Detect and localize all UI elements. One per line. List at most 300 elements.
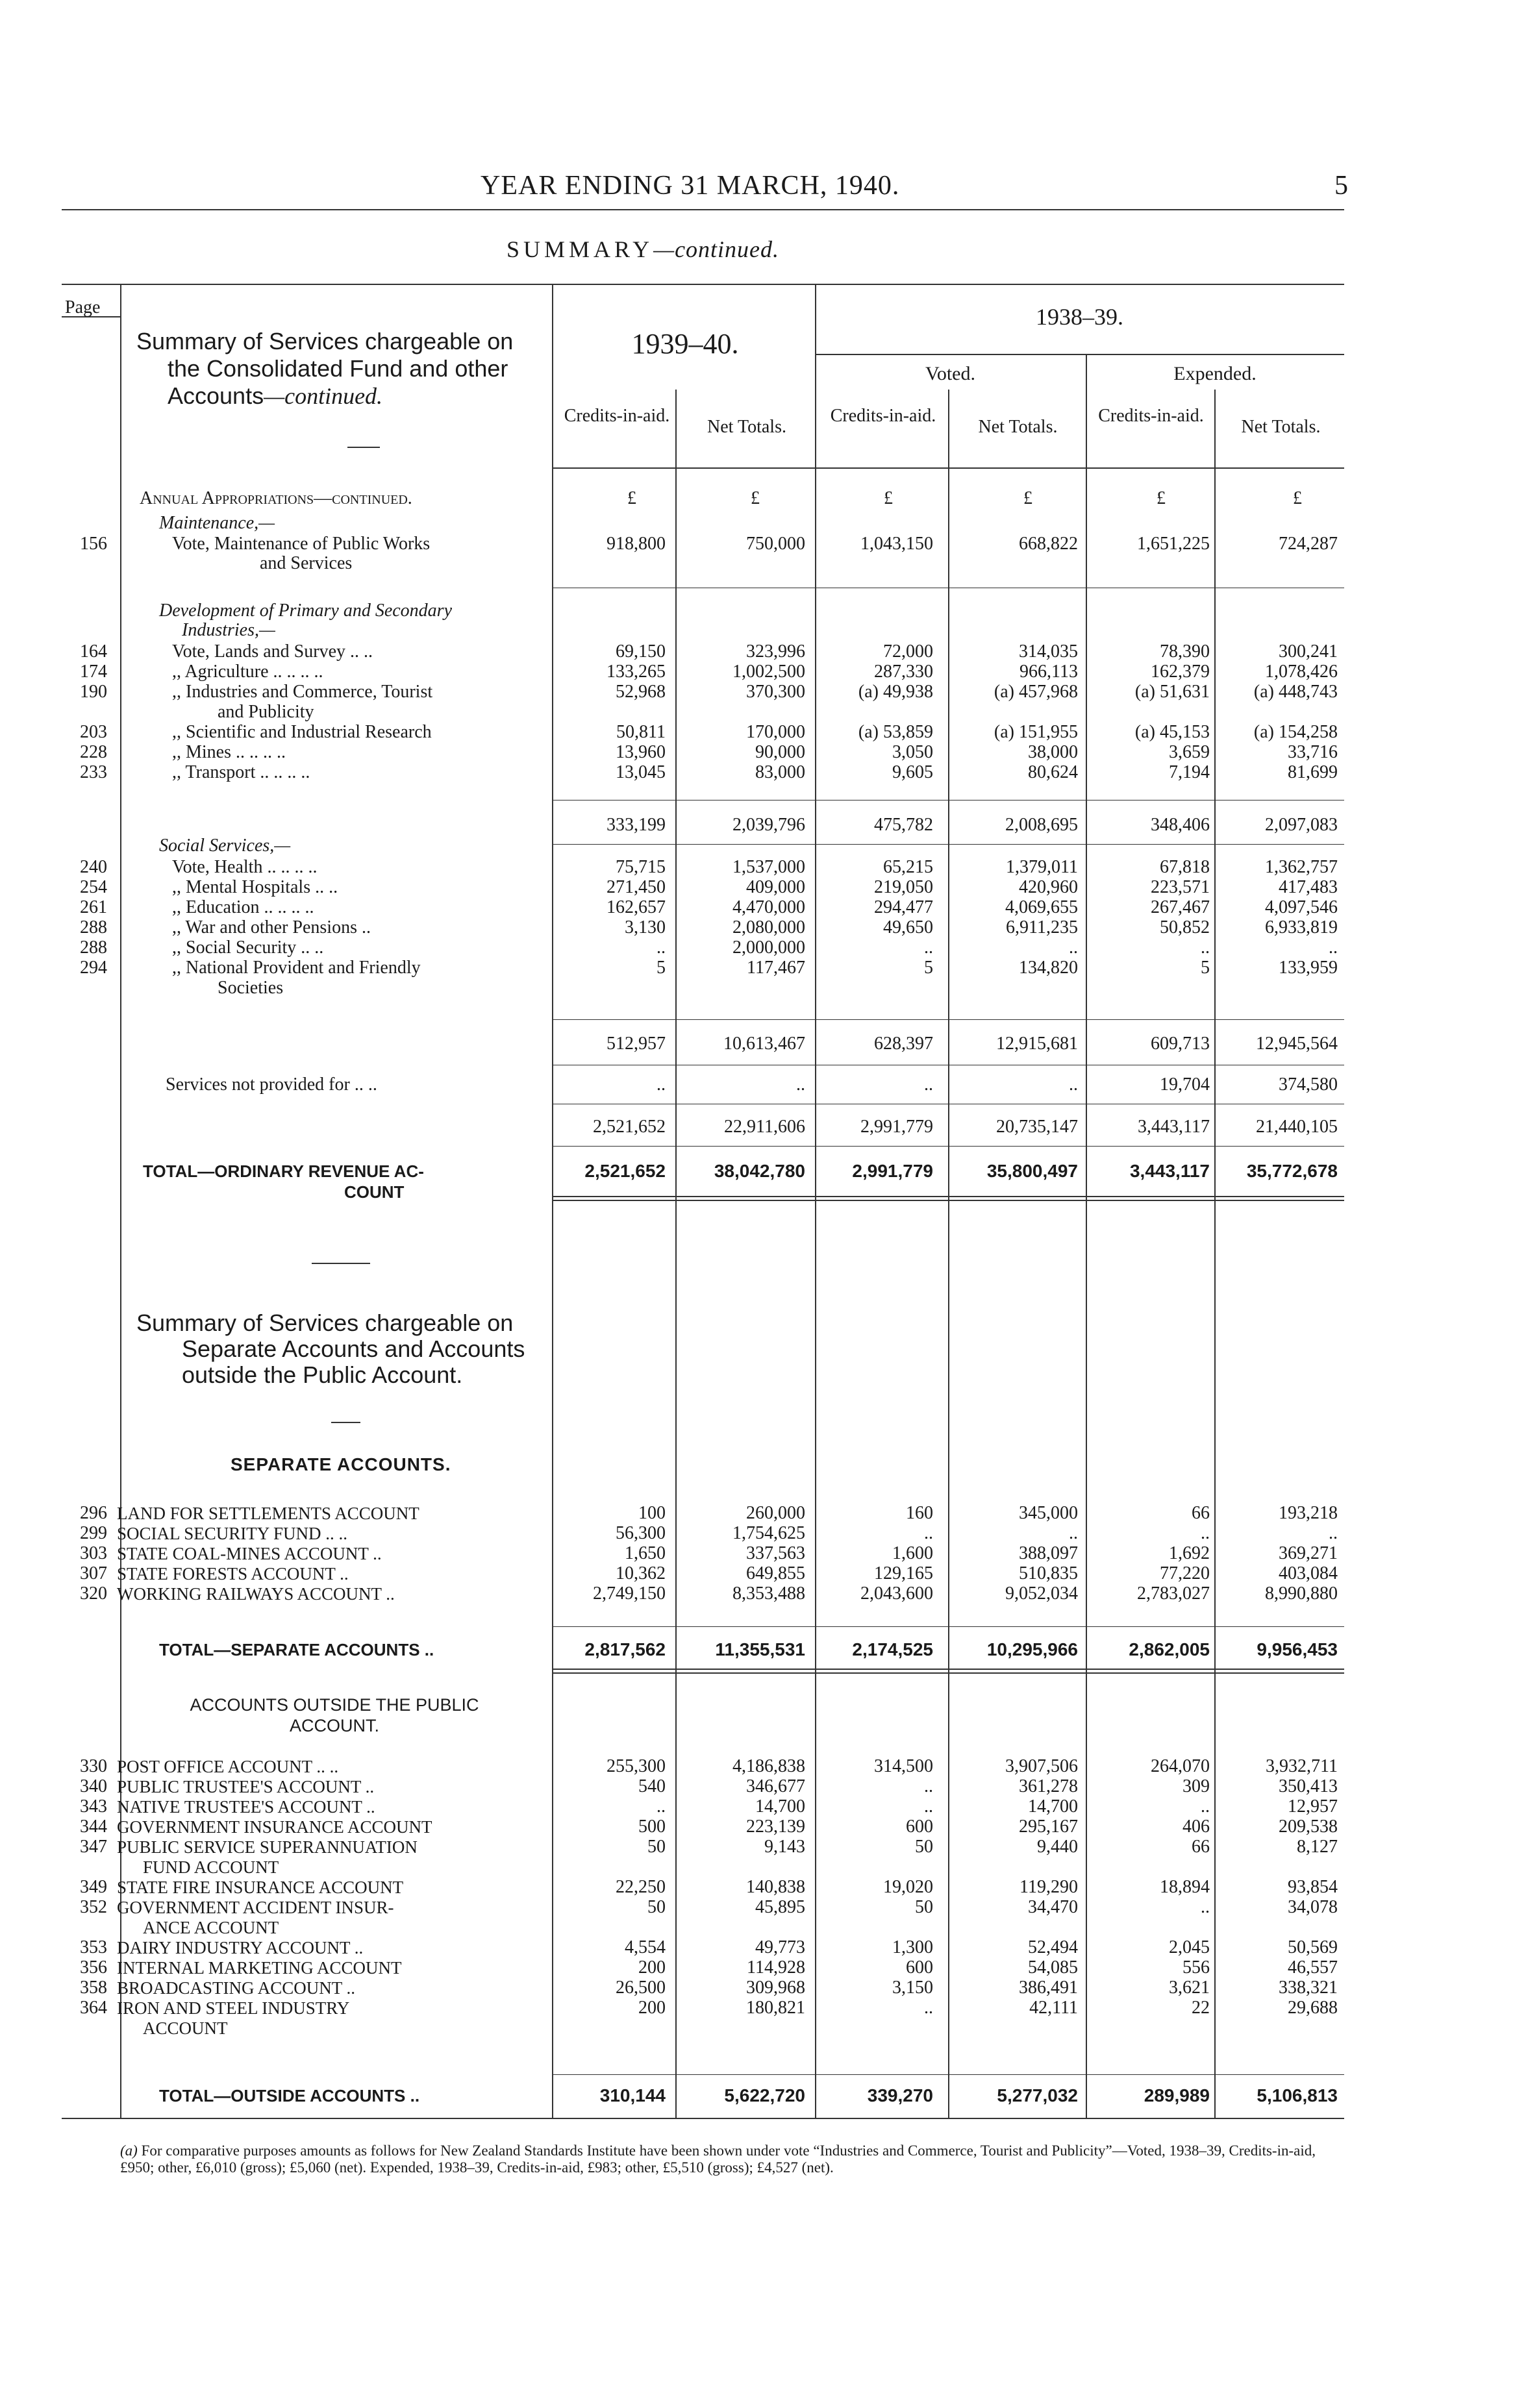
separate-dash [331,1422,360,1423]
cell-c6: 2,097,083 [1265,815,1338,835]
social-subtotal-rule [552,1019,1344,1020]
cell-c5: 2,045 [1169,1937,1210,1957]
row-label: Societies [218,978,284,998]
cell-c1: .. [657,937,666,958]
row-label: STATE COAL-MINES ACCOUNT .. [117,1544,382,1563]
cell-c6: 403,084 [1279,1563,1338,1583]
development-heading-row2 [0,620,1526,641]
cell-c5: .. [1201,1523,1210,1543]
cell-c5: 267,467 [1151,897,1210,917]
cell-c6: 350,413 [1279,1776,1338,1796]
cell-c5: .. [1201,1897,1210,1917]
cell-c6: 35,772,678 [1246,1161,1338,1181]
cell-c6: 34,078 [1288,1897,1338,1917]
row-label: Vote, Maintenance of Public Works [172,534,431,554]
cell-c3: 2,043,600 [860,1583,933,1604]
cell-c2: 1,754,625 [732,1523,805,1543]
cell-c2: 49,773 [755,1937,805,1957]
cell-c5: 556 [1182,1957,1210,1978]
header-rule [62,209,1344,210]
cell-c4: 20,735,147 [996,1117,1078,1137]
cell-c6: 9,956,453 [1257,1639,1338,1659]
table-top-rule [62,284,1344,285]
table-row [0,2018,1526,2039]
cell-c2: 117,467 [747,958,805,978]
currency-c2: £ [751,488,760,508]
cell-c6: 1,362,757 [1265,857,1338,877]
cell-c6: 417,483 [1279,877,1338,897]
separate-double-2 [552,1672,1344,1674]
cell-c6: 5,106,813 [1257,2085,1338,2105]
row-label: ,, Mental Hospitals .. .. [172,877,338,897]
cell-c4: 345,000 [1019,1503,1078,1523]
cell-c3: 9,605 [892,762,933,782]
cell-c5: .. [1201,1796,1210,1817]
separate-heading: SEPARATE ACCOUNTS. [231,1454,451,1474]
cell-c3: 3,050 [892,742,933,762]
row-page: 228 [80,742,107,762]
cell-c1: 13,960 [616,742,666,762]
cell-c1: 255,300 [607,1756,666,1776]
cell-c3: 314,500 [874,1756,933,1776]
double-rule-1 [552,1196,1344,1197]
cell-c5: 309 [1182,1776,1210,1796]
cell-c4: 361,278 [1019,1776,1078,1796]
row-label: GOVERNMENT INSURANCE ACCOUNT [117,1817,432,1837]
c1-head [558,406,675,427]
cell-c1: 10,362 [616,1563,666,1583]
separate-title-line3: outside the Public Account. [182,1361,463,1388]
page-column-label: Page [65,297,101,317]
cell-c6: 724,287 [1279,534,1338,554]
table-row [0,1837,1526,1857]
separate-double-1 [552,1669,1344,1670]
row-page: 203 [80,722,107,742]
cell-c1: 271,450 [607,877,666,897]
head-bottom-rule [552,467,1344,469]
table-row [0,722,1526,743]
cell-c4: .. [1069,1523,1078,1543]
row-label: BROADCASTING ACCOUNT .. [117,1978,356,1998]
cell-c1: 500 [638,1817,666,1837]
table-row [0,897,1526,918]
table-row [0,1543,1526,1564]
cell-c2: 2,039,796 [732,815,805,835]
cell-c4: 9,052,034 [1005,1583,1078,1604]
cell-c4: 1,379,011 [1006,857,1078,877]
cell-c6: 6,933,819 [1265,917,1338,937]
table-row [0,702,1526,723]
cell-c1: .. [657,1796,666,1817]
row-page: 320 [80,1583,107,1604]
cell-c6: 29,688 [1288,1998,1338,2018]
social-heading: Social Services,— [159,836,291,856]
c1-head-text: Credits-in-aid. [564,406,670,426]
cell-c4: 3,907,506 [1005,1756,1078,1776]
row-page: 349 [80,1877,107,1897]
cell-c5: 67,818 [1160,857,1210,877]
development-heading: Development of Primary and Secondary [159,601,452,621]
row-page: 364 [80,1998,107,2018]
row-page: 240 [80,857,107,877]
cell-c6: 4,097,546 [1265,897,1338,917]
cell-c6: (a) 154,258 [1253,722,1338,742]
cell-c5: 1,651,225 [1137,534,1210,554]
row-label: ,, Social Security .. .. [172,937,324,958]
cell-c3: 219,050 [874,877,933,897]
row-label: STATE FORESTS ACCOUNT .. [117,1564,349,1583]
not-provided-row [0,1074,1526,1095]
row-page: 344 [80,1817,107,1837]
year-1939-40: 1939–40. [631,328,739,360]
row-page: 254 [80,877,107,897]
cell-c4: (a) 457,968 [994,682,1078,702]
cell-c2: 1,537,000 [732,857,805,877]
table-row [0,1937,1526,1958]
cell-c6: 12,945,564 [1256,1034,1338,1054]
table-row [0,978,1526,999]
cell-c6: 300,241 [1279,641,1338,662]
c3-head: Credits-in-aid. [830,406,936,426]
cell-c3: 19,020 [883,1877,933,1897]
table-row [0,742,1526,763]
cell-c4: 5,277,032 [997,2085,1078,2105]
row-page: 352 [80,1897,107,1917]
cell-c6: .. [1329,937,1338,958]
cell-c3: 2,991,779 [852,1161,933,1181]
cell-c3: 50 [915,1897,933,1917]
cell-c5: 18,894 [1160,1877,1210,1897]
cell-c4: 119,290 [1019,1877,1078,1897]
cell-c3: 600 [906,1817,933,1837]
cell-c1: 4,554 [625,1937,666,1957]
cell-c2: 223,139 [746,1817,805,1837]
cell-c3: .. [924,1776,933,1796]
cell-c2: 11,355,531 [715,1639,805,1659]
cell-c5: (a) 45,153 [1134,722,1210,742]
row-label: ,, Education .. .. .. .. [172,897,314,917]
row-page: 299 [80,1523,107,1543]
cell-c4: 134,820 [1019,958,1078,978]
cell-c5: 3,659 [1169,742,1210,762]
table-row [0,762,1526,783]
cell-c2: 4,186,838 [732,1756,805,1776]
subtotal-row [0,1117,1526,1137]
row-page: 356 [80,1957,107,1978]
cell-c1: 162,657 [607,897,666,917]
footnote-marker: (a) [120,2142,138,2159]
page-header [0,170,1526,209]
cell-c1: 50,811 [616,722,666,742]
voted-rule [815,354,1344,355]
table-row [0,641,1526,662]
row-label: ,, Agriculture .. .. .. .. [172,662,323,682]
cell-c2: 38,042,780 [714,1161,805,1181]
cell-c3: 3,150 [892,1978,933,1998]
row-page: 330 [80,1756,107,1776]
separate-title-line2: Separate Accounts and Accounts [182,1335,525,1362]
cell-c5: 609,713 [1151,1034,1210,1054]
summary-subtitle [507,236,779,263]
cell-c2: 323,996 [746,641,805,662]
social-heading-row [0,836,1526,856]
section-dash [312,1263,370,1264]
cell-c5: 1,692 [1169,1543,1210,1563]
row-page: 343 [80,1796,107,1817]
cell-c3: 72,000 [883,641,933,662]
row-label: SOCIAL SECURITY FUND .. .. [117,1524,348,1543]
subtitle-main: SUMMARY [507,236,654,262]
row-label: ,, Scientific and Industrial Research [172,722,432,742]
development-heading-2: Industries,— [182,620,275,640]
currency-row [0,488,1526,509]
row-label: ,, Industries and Commerce, Tourist [172,682,433,702]
table-row [0,1776,1526,1797]
cell-c1: 1,650 [625,1543,666,1563]
cell-c2: 309,968 [746,1978,805,1998]
separate-total-row [0,1639,1526,1660]
currency-c1: £ [627,488,636,508]
cell-c1: 512,957 [607,1034,666,1054]
row-label: POST OFFICE ACCOUNT .. .. [117,1757,339,1776]
cell-c3: .. [924,937,933,958]
cell-c3: .. [924,1998,933,2018]
row-page: 303 [80,1543,107,1563]
cell-c6: 338,321 [1279,1978,1338,1998]
cell-c4: 9,440 [1037,1837,1078,1857]
cell-c4: 80,624 [1028,762,1078,782]
row-page: 296 [80,1503,107,1523]
row-label: and Publicity [218,702,314,722]
cell-c2: 649,855 [746,1563,805,1583]
cell-c1: 75,715 [616,857,666,877]
table-row-continuation [0,553,1526,574]
cell-c6: (a) 448,743 [1253,682,1338,702]
cell-c2: 9,143 [764,1837,805,1857]
table-row [0,662,1526,682]
cell-c2: 4,470,000 [732,897,805,917]
footnote [120,2142,1328,2176]
cell-c1: 200 [638,1957,666,1978]
table-row [0,877,1526,898]
cell-c2: 346,677 [746,1776,805,1796]
row-label: WORKING RAILWAYS ACCOUNT .. [117,1584,395,1604]
cell-c2: 14,700 [755,1796,805,1817]
row-label: ,, National Provident and Friendly [172,958,421,978]
row-label: STATE FIRE INSURANCE ACCOUNT [117,1878,404,1897]
row-page: 174 [80,662,107,682]
cell-c2: 260,000 [746,1503,805,1523]
separate-total-rule [552,1626,1344,1627]
row-label: TOTAL—SEPARATE ACCOUNTS .. [159,1640,434,1659]
row-label: PUBLIC TRUSTEE'S ACCOUNT .. [117,1777,375,1796]
row-label: ANCE ACCOUNT [143,1918,279,1937]
cell-c2: .. [796,1074,805,1095]
cell-c1: .. [657,1074,666,1095]
subtitle-suffix: —continued. [653,236,780,262]
cell-c3: (a) 53,859 [858,722,933,742]
cell-c4: 14,700 [1028,1796,1078,1817]
cell-c1: 69,150 [616,641,666,662]
cell-c1: 100 [638,1503,666,1523]
cell-c3: 1,600 [892,1543,933,1563]
c2-head: Net Totals. [707,417,786,437]
page-number: 5 [1334,171,1348,201]
cell-c2: 22,911,606 [724,1117,805,1137]
cell-c3: 339,270 [867,2085,933,2105]
cell-c6: 8,127 [1297,1837,1338,1857]
cell-c2: 8,353,488 [732,1583,805,1604]
row-label: ,, Transport .. .. .. .. [172,762,310,782]
row-label: IRON AND STEEL INDUSTRY [117,1998,350,2018]
row-label: ,, Mines .. .. .. .. [172,742,286,762]
consolidated-title-continued: —continued. [264,383,383,409]
table-row [0,1917,1526,1938]
cell-c3: 129,165 [874,1563,933,1583]
double-rule-2 [552,1200,1344,1201]
cell-c4: .. [1069,937,1078,958]
cell-c6: 133,959 [1279,958,1338,978]
cell-c3: 628,397 [874,1034,933,1054]
ordinary-revenue-total-row [0,1161,1526,1182]
cell-c6: 93,854 [1288,1877,1338,1897]
row-label: TOTAL—OUTSIDE ACCOUNTS .. [159,2086,420,2105]
separate-title [136,1310,545,1388]
cell-c2: 409,000 [746,877,805,897]
cell-c4: 6,911,235 [1006,917,1078,937]
cell-c5: 162,379 [1151,662,1210,682]
row-page: 261 [80,897,107,917]
table-row [0,1817,1526,1837]
cell-c3: .. [924,1796,933,1817]
table-row [0,958,1526,978]
cell-c6: 81,699 [1288,762,1338,782]
cell-c5: 348,406 [1151,815,1210,835]
development-heading-row [0,601,1526,621]
row-label: Vote, Health .. .. .. .. [172,857,318,877]
cell-c3: (a) 49,938 [858,682,933,702]
cell-c3: 65,215 [883,857,933,877]
row-page: 190 [80,682,107,702]
row-page: 288 [80,917,107,937]
consolidated-title [136,328,545,410]
cell-c1: 200 [638,1998,666,2018]
table-row [0,1583,1526,1604]
row-label: TOTAL—ORDINARY REVENUE AC- [143,1161,424,1181]
row-page: 353 [80,1937,107,1957]
table-row [0,857,1526,878]
cell-c2: 170,000 [746,722,805,742]
outside-heading [140,1694,529,1736]
cell-c4: 42,111 [1029,1998,1078,2018]
cell-c4: 966,113 [1019,662,1078,682]
row-label: PUBLIC SERVICE SUPERANNUATION [117,1837,418,1857]
cell-c3: 287,330 [874,662,933,682]
cell-c2: 750,000 [746,534,805,554]
row-label: FUND ACCOUNT [143,1857,279,1877]
cell-c3: 49,650 [883,917,933,937]
outside-heading-line2: ACCOUNT. [289,1716,379,1735]
cell-c6: 46,557 [1288,1957,1338,1978]
dev-subtotal-rule [552,800,1344,801]
table-row [0,917,1526,938]
cell-c1: 52,968 [616,682,666,702]
cell-c1: 5 [657,958,666,978]
cell-c5: 77,220 [1160,1563,1210,1583]
row-label: ,, War and other Pensions .. [172,917,371,937]
cell-c4: 314,035 [1019,641,1078,662]
cell-c1: 333,199 [607,815,666,835]
outside-heading-line1: ACCOUNTS OUTSIDE THE PUBLIC [190,1695,479,1715]
cell-c2: 2,000,000 [732,937,805,958]
row-page: 347 [80,1837,107,1857]
cell-c1: 26,500 [616,1978,666,1998]
cell-c5: .. [1201,937,1210,958]
row-label: Services not provided for .. .. [166,1074,377,1095]
table-row [0,1897,1526,1918]
cell-c1: 540 [638,1776,666,1796]
cell-c1: 50 [647,1837,666,1857]
cell-c4: 54,085 [1028,1957,1078,1978]
maintenance-heading: Maintenance,— [159,513,275,533]
cell-c5: 5 [1201,958,1210,978]
table-row [0,1756,1526,1777]
row-page: 288 [80,937,107,958]
row-page: 307 [80,1563,107,1583]
cell-c3: 1,300 [892,1937,933,1957]
cell-c2: 370,300 [746,682,805,702]
row-page: 294 [80,958,107,978]
cell-c6: 33,716 [1288,742,1338,762]
table-row [0,1796,1526,1817]
cell-c2: 1,002,500 [732,662,805,682]
currency-c4: £ [1023,488,1032,508]
cell-c5: 406 [1182,1817,1210,1837]
annual-heading: Annual Appropriations—continued. [140,488,412,508]
outside-total-row [0,2085,1526,2106]
cell-c2: 2,080,000 [732,917,805,937]
cell-c1: 2,817,562 [584,1639,666,1659]
cell-c3: 600 [906,1957,933,1978]
row-page: 233 [80,762,107,782]
c6-head: Net Totals. [1241,417,1321,437]
c5-head: Credits-in-aid. [1098,406,1204,426]
table-row [0,1957,1526,1978]
footnote-text: For comparative purposes amounts as follows for New Zealand Standards Institute have been shown under vote “Industries and Commerce, Tourist and Publicity”—Voted, 1938–39, Credits-in-aid, £950; other, £6,010 (gross); £5,060 (net). Expended, 1938–39, Credits-in-aid, £983; other, £5,510 (gross); £4,527 (net). [120,2142,1316,2176]
cell-c5: 3,443,117 [1129,1161,1210,1181]
cell-c6: 1,078,426 [1265,662,1338,682]
title-dash [347,447,380,448]
cell-c3: 5 [924,958,933,978]
cell-c6: 374,580 [1279,1074,1338,1095]
dev-total-row [0,815,1526,836]
cell-c2: 90,000 [755,742,805,762]
row-label: Vote, Lands and Survey .. .. [172,641,373,662]
cell-c6: 12,957 [1288,1796,1338,1817]
page-title: YEAR ENDING 31 MARCH, 1940. [481,171,900,201]
row-label: LAND FOR SETTLEMENTS ACCOUNT [117,1504,419,1523]
table-row [0,1978,1526,1998]
cell-c4: 34,470 [1028,1897,1078,1917]
cell-c5: 19,704 [1160,1074,1210,1095]
currency-c6: £ [1293,488,1302,508]
row-label: INTERNAL MARKETING ACCOUNT [117,1958,402,1978]
cell-c5: 2,783,027 [1137,1583,1210,1604]
separate-title-line1: Summary of Services chargeable on [136,1310,514,1336]
table-row [0,534,1526,554]
c4-head: Net Totals. [978,417,1058,437]
cell-c3: .. [924,1074,933,1095]
